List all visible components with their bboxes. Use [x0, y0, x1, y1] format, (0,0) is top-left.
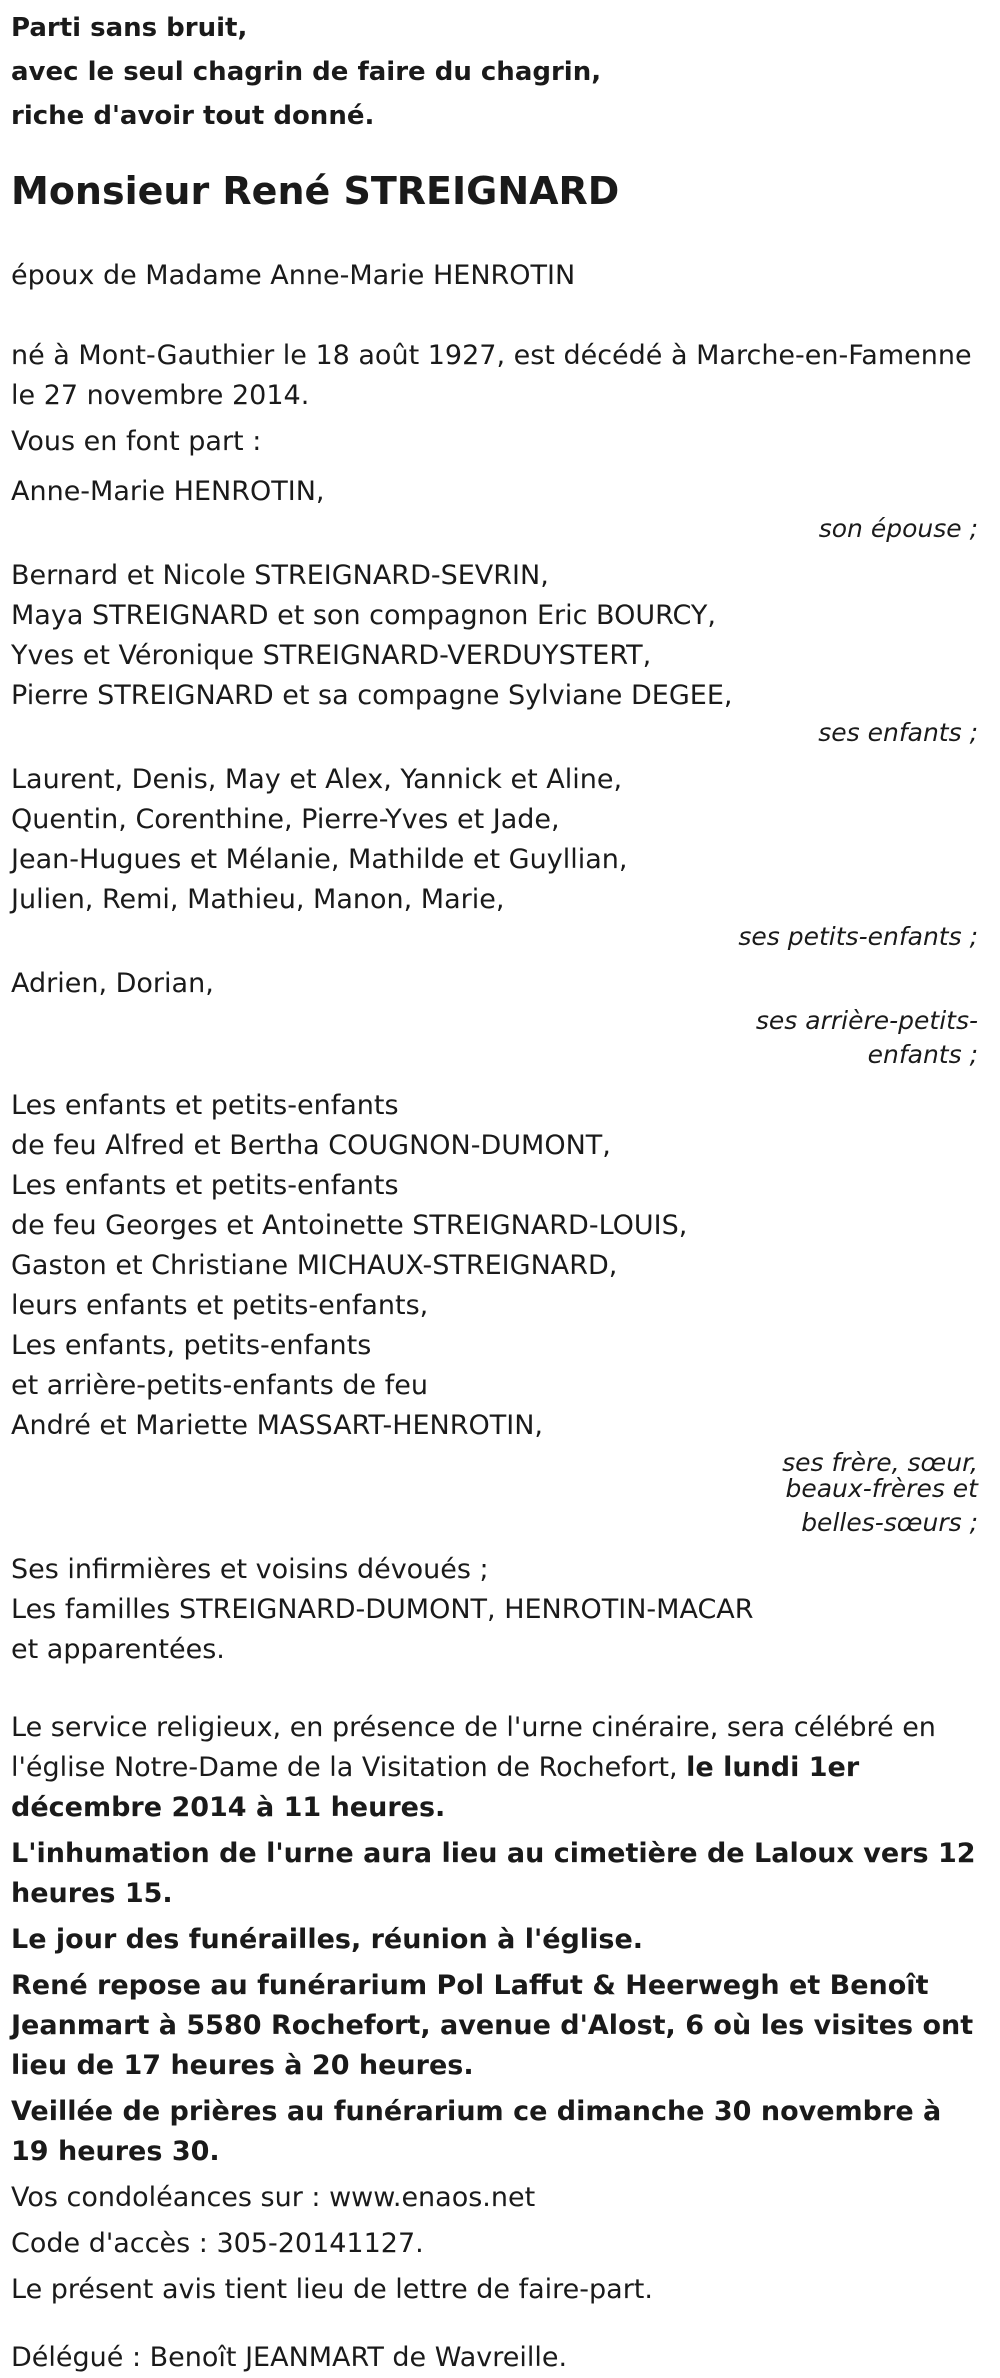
- family-group-great-grandchildren: [11, 964, 986, 1072]
- relation-label: ses enfants ;: [818, 718, 978, 747]
- relation-label: beaux-frères et: [785, 1474, 978, 1503]
- family-name: Julien, Remi, Mathieu, Manon, Marie,: [11, 884, 505, 915]
- others-line: et apparentées.: [11, 1634, 225, 1665]
- family-name: Bernard et Nicole STREIGNARD-SEVRIN,: [11, 560, 549, 591]
- service-date: le lundi 1er décembre 2014 à 11 heures.: [11, 1752, 860, 1823]
- family-name: Maya STREIGNARD et son compagnon Eric BOURCY,: [11, 600, 716, 631]
- reunion-paragraph: Le jour des funérailles, réunion à l'église.: [11, 1924, 644, 1955]
- family-name: Pierre STREIGNARD et sa compagne Sylviane DEGEE,: [11, 680, 733, 711]
- family-name: André et Mariette MASSART-HENROTIN,: [11, 1410, 543, 1441]
- family-name: Quentin, Corenthine, Pierre-Yves et Jade,: [11, 804, 560, 835]
- others-line: Les familles STREIGNARD-DUMONT, HENROTIN-MACAR: [11, 1594, 754, 1625]
- announce-line: Vous en font part :: [11, 426, 262, 457]
- epigraph: [11, 6, 986, 138]
- relation-label: ses petits-enfants ;: [738, 922, 978, 951]
- others-line: Ses infirmières et voisins dévoués ;: [11, 1554, 489, 1585]
- relation-label: belles-sœurs ;: [801, 1508, 978, 1537]
- family-name: Laurent, Denis, May et Alex, Yannick et Aline,: [11, 764, 623, 795]
- delegate-line: Délégué : Benoît JEANMART de Wavreille.: [11, 2342, 568, 2373]
- family-name: Yves et Véronique STREIGNARD-VERDUYSTERT,: [11, 640, 652, 671]
- service-paragraph: [11, 1708, 986, 1828]
- relation-label: enfants ;: [867, 1040, 978, 1069]
- family-name: Les enfants, petits-enfants: [11, 1330, 372, 1361]
- condolences-line: Vos condoléances sur : www.enaos.net: [11, 2182, 536, 2213]
- relation-label: ses arrière-petits-: [755, 1006, 978, 1035]
- funerarium-paragraph: René repose au funérarium Pol Laffut & Heerwegh et Benoît Jeanmart à 5580 Rochefort, avenue d'Alost, 6 où les visites ont lieu de 17 heures à 20 heures.: [11, 1970, 974, 2081]
- family-group-spouse: [11, 472, 986, 546]
- inhumation-paragraph: L'inhumation de l'urne aura lieu au cimetière de Laloux vers 12 heures 15.: [11, 1838, 976, 1909]
- vigil-paragraph: Veillée de prières au funérarium ce dimanche 30 novembre à 19 heures 30.: [11, 2096, 942, 2167]
- family-name: de feu Georges et Antoinette STREIGNARD-LOUIS,: [11, 1210, 688, 1241]
- epigraph-line: riche d'avoir tout donné.: [11, 101, 375, 131]
- family-name: Jean-Hugues et Mélanie, Mathilde et Guyllian,: [11, 844, 628, 875]
- family-name: de feu Alfred et Bertha COUGNON-DUMONT,: [11, 1130, 611, 1161]
- access-code-line: Code d'accès : 305-20141127.: [11, 2228, 424, 2259]
- family-group-children: [11, 556, 986, 750]
- epigraph-line: avec le seul chagrin de faire du chagrin,: [11, 57, 602, 87]
- family-name: Les enfants et petits-enfants: [11, 1090, 399, 1121]
- others-group: [11, 1550, 986, 1670]
- family-name: Adrien, Dorian,: [11, 968, 214, 999]
- relation-label: ses frère, sœur,: [782, 1448, 978, 1477]
- family-name: Gaston et Christiane MICHAUX-STREIGNARD,: [11, 1250, 618, 1281]
- spouse-line: époux de Madame Anne-Marie HENROTIN: [11, 260, 576, 291]
- family-group-grandchildren: [11, 760, 986, 954]
- birth-death-line: né à Mont-Gauthier le 18 août 1927, est décédé à Marche-en-Famenne le 27 novembre 2014.: [11, 340, 972, 411]
- family-name: Anne-Marie HENROTIN,: [11, 476, 325, 507]
- service-text: Le service religieux, en présence de l'urne cinéraire, sera célébré en l'église Notre-Dame de la Visitation de Rochefort,: [11, 1712, 936, 1783]
- deceased-name: Monsieur René STREIGNARD: [11, 169, 620, 213]
- family-name: Les enfants et petits-enfants: [11, 1170, 399, 1201]
- family-group-siblings: [11, 1086, 986, 1540]
- notice-line: Le présent avis tient lieu de lettre de faire-part.: [11, 2274, 653, 2305]
- epigraph-line: Parti sans bruit,: [11, 13, 248, 43]
- relation-label: son épouse ;: [818, 514, 978, 543]
- family-name: et arrière-petits-enfants de feu: [11, 1370, 428, 1401]
- family-name: leurs enfants et petits-enfants,: [11, 1290, 429, 1321]
